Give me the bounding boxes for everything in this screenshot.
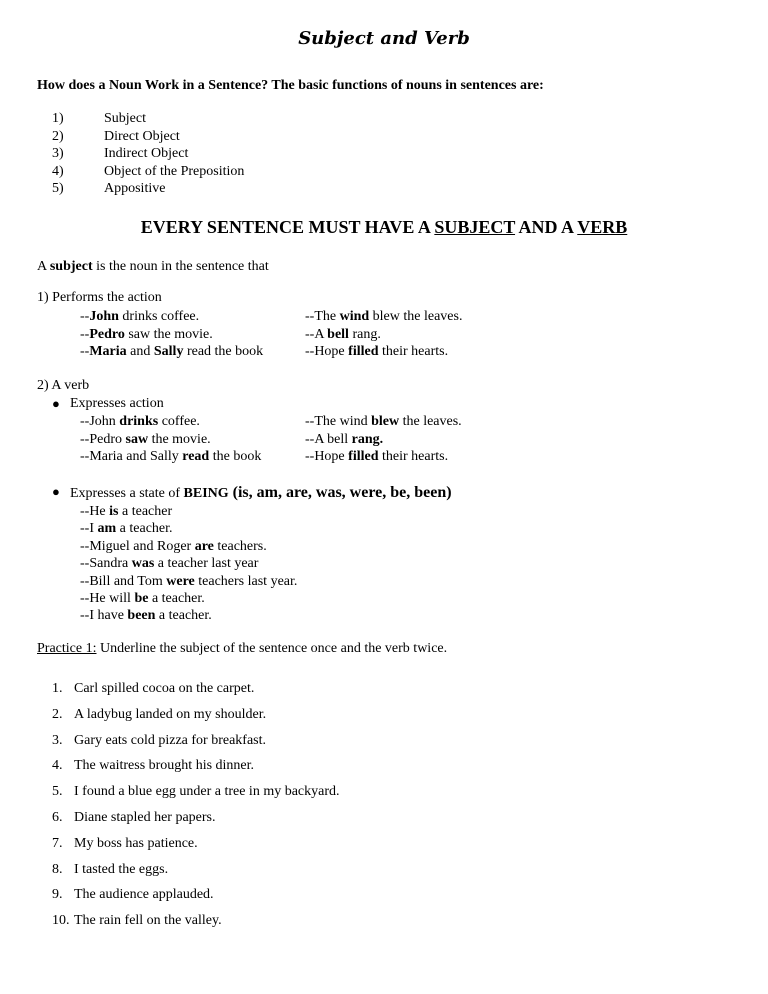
example-line: --Pedro saw the movie. — [80, 431, 211, 447]
subject-examples-right — [305, 308, 462, 361]
bullet-being: ● Expresses a state of BEING (is, am, are, was, were, be, been) — [52, 484, 452, 501]
example-line: --The wind blew the leaves. — [305, 309, 463, 324]
list-item: 4. The waitress brought his dinner. — [52, 758, 255, 774]
example-line: --Bill and Tom were teachers last year. — [80, 573, 298, 589]
subject-definition: A subject is the noun in the sentence that — [37, 259, 269, 274]
bullet-action: ● Expresses action — [52, 396, 164, 411]
list-item: 5. I found a blue egg under a tree in my backyard. — [52, 784, 340, 800]
example-line: --Hope filled their hearts. — [305, 449, 449, 464]
noun-functions-list — [52, 110, 244, 198]
list-item: 3. Gary eats cold pizza for breakfast. — [52, 732, 267, 748]
list-item: 8. I tasted the eggs. — [52, 861, 169, 877]
example-line: --Miguel and Roger are teachers. — [80, 538, 267, 554]
example-line: --I am a teacher. — [80, 521, 173, 537]
example-line: --He will be a teacher. — [80, 591, 205, 607]
example-line: --A bell rang. — [305, 431, 384, 447]
section2-label: 2) A verb — [37, 378, 90, 393]
section-heading: EVERY SENTENCE MUST HAVE A SUBJECT AND A VERB — [140, 217, 628, 237]
verb-examples-left — [80, 413, 261, 466]
verb-examples-right — [305, 413, 462, 466]
practice-list — [52, 676, 340, 934]
practice-instructions: Practice 1: Underline the subject of the sentence once and the verb twice. — [37, 641, 448, 656]
list-item: 2. A ladybug landed on my shoulder. — [52, 706, 267, 722]
page-title: Subject and Verb — [298, 28, 470, 49]
intro-question: How does a Noun Work in a Sentence? The basic functions of nouns in sentences are: — [37, 78, 544, 93]
example-line: --The wind blew the leaves. — [305, 414, 462, 429]
list-item: 10. The rain fell on the valley. — [52, 913, 222, 929]
list-item: 1. Carl spilled cocoa on the carpet. — [52, 681, 255, 696]
being-examples — [80, 503, 297, 625]
list-item: 9. The audience applauded. — [52, 887, 214, 903]
bullet-icon: ● — [52, 396, 60, 411]
example-line: --John drinks coffee. — [80, 414, 200, 429]
example-line: --Hope filled their hearts. — [305, 344, 449, 359]
list-item: 4) Object of the Preposition — [52, 163, 245, 179]
example-line: --John drinks coffee. — [80, 309, 200, 324]
example-line: --Maria and Sally read the book — [80, 449, 262, 464]
section1-label: 1) Performs the action — [37, 290, 162, 305]
bullet-icon: ● — [52, 484, 60, 499]
list-item: 7. My boss has patience. — [52, 835, 198, 851]
example-line: --He is a teacher — [80, 504, 173, 519]
list-item: 5) Appositive — [52, 181, 166, 196]
example-line: --I have been a teacher. — [80, 608, 212, 624]
example-line: --Maria and Sally read the book — [80, 344, 264, 359]
list-item: 2) Direct Object — [52, 128, 180, 144]
list-item: 3) Indirect Object — [52, 146, 189, 161]
list-item: 6. Diane stapled her papers. — [52, 809, 216, 825]
example-line: --A bell rang. — [305, 326, 381, 342]
list-item: 1) Subject — [52, 111, 146, 126]
example-line: --Pedro saw the movie. — [80, 326, 213, 342]
subject-examples-left — [80, 308, 263, 361]
example-line: --Sandra was a teacher last year — [80, 556, 259, 572]
